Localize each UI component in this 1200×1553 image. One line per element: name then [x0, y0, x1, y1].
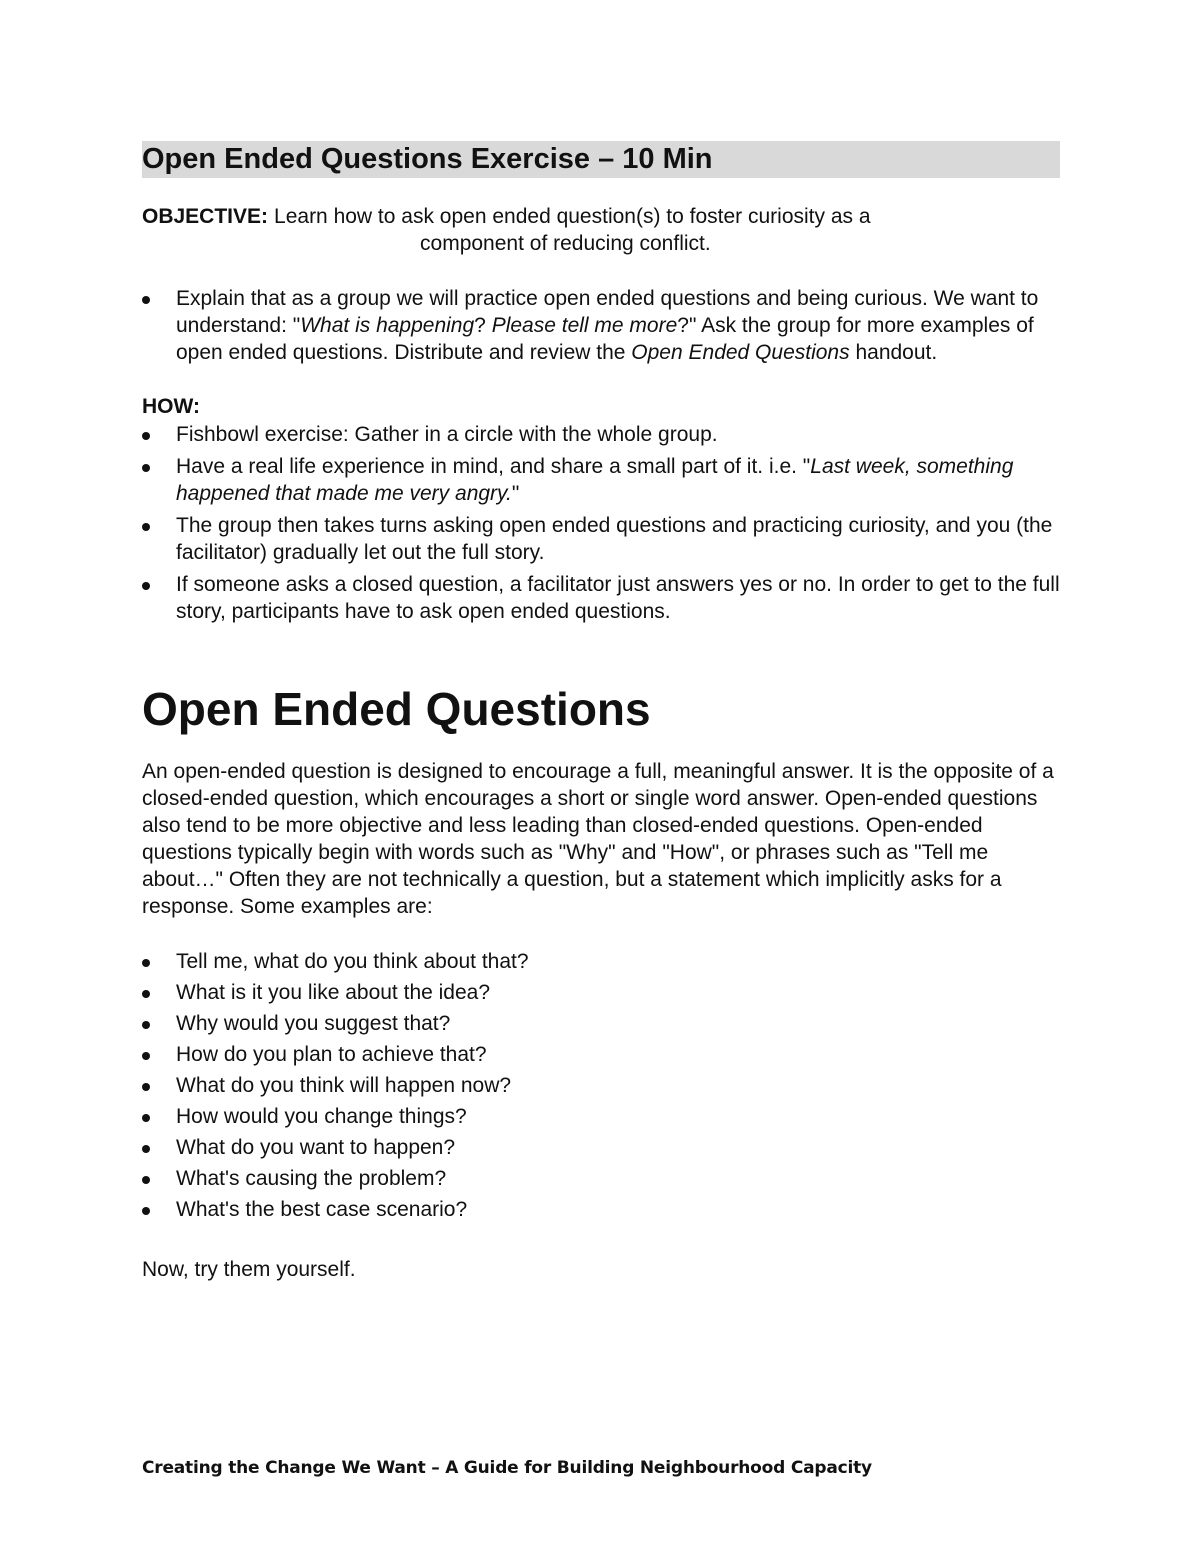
how-item-italic: Last week, something happened that made me very angry.: [176, 455, 1014, 505]
intro-text: Explain that as a group we will practice open ended questions and being curious. We want to understand: ": [176, 287, 1039, 337]
bullet-icon: [142, 1114, 150, 1122]
bullet-icon: [142, 523, 150, 531]
list-item: [142, 1041, 1060, 1068]
how-item-text: ": [511, 482, 520, 505]
list-item: [142, 979, 1060, 1006]
list-item: [142, 421, 1060, 448]
list-item: [142, 1165, 1060, 1192]
list-item: [142, 285, 1060, 366]
bullet-icon: [142, 582, 150, 590]
list-item: [142, 571, 1060, 625]
intro-italic: Please tell me more: [491, 314, 678, 337]
bullet-icon: [142, 1176, 150, 1184]
objective-line-1: Learn how to ask open ended question(s) to foster curiosity as a: [274, 205, 871, 228]
bullet-icon: [142, 959, 150, 967]
bullet-icon: [142, 1207, 150, 1215]
bullet-icon: [142, 1052, 150, 1060]
intro-text: ?" Ask the group for more examples of open ended questions. Distribute and review the: [176, 314, 1034, 364]
list-item: [142, 1196, 1060, 1223]
example-text: What do you want to happen?: [176, 1136, 456, 1159]
how-item-text: Fishbowl exercise: Gather in a circle with the whole group.: [176, 423, 718, 446]
example-text: How would you change things?: [176, 1105, 467, 1128]
list-item: [142, 1010, 1060, 1037]
list-item: [142, 948, 1060, 975]
example-text: What is it you like about the idea?: [176, 981, 491, 1004]
objective: [142, 203, 1060, 257]
how-item-text: Have a real life experience in mind, and share a small part of it. i.e. ": [176, 455, 811, 478]
list-item: [142, 1134, 1060, 1161]
intro-text: handout.: [849, 341, 938, 364]
bullet-icon: [142, 990, 150, 998]
objective-line-2: component of reducing conflict.: [420, 232, 711, 255]
how-list: [142, 421, 1060, 625]
how-item-text: If someone asks a closed question, a facilitator just answers yes or no. In order to get to the full story, participants have to ask open ended questions.: [176, 573, 1060, 623]
bullet-icon: [142, 1083, 150, 1091]
bullet-icon: [142, 464, 150, 472]
document-page: [142, 141, 1060, 1283]
example-text: What do you think will happen now?: [176, 1074, 512, 1097]
main-title: Open Ended Questions: [142, 683, 651, 735]
example-text: How do you plan to achieve that?: [176, 1043, 487, 1066]
examples-list: [142, 948, 1060, 1223]
closing-text: Now, try them yourself.: [142, 1258, 356, 1281]
list-item: [142, 512, 1060, 566]
objective-label: OBJECTIVE:: [142, 205, 269, 228]
intro-text: ?: [474, 314, 492, 337]
how-item-text: The group then takes turns asking open ended questions and practicing curiosity, and you (the facilitator) gradually let out the full story.: [176, 514, 1053, 564]
example-text: What's causing the problem?: [176, 1167, 447, 1190]
example-text: What's the best case scenario?: [176, 1198, 468, 1221]
bullet-icon: [142, 1021, 150, 1029]
example-text: Why would you suggest that?: [176, 1012, 451, 1035]
bullet-icon: [142, 1145, 150, 1153]
intro-italic: What is happening: [300, 314, 475, 337]
example-text: Tell me, what do you think about that?: [176, 950, 529, 973]
objective-text: [274, 203, 1060, 257]
page-footer: Creating the Change We Want – A Guide for Building Neighbourhood Capacity: [142, 1458, 872, 1478]
intro-italic: Open Ended Questions: [631, 341, 850, 364]
description-paragraph: An open-ended question is designed to encourage a full, meaningful answer. It is the opposite of a closed-ended question, which encourages a short or single word answer. Open-ended questions also tend to be more objective and less leading than closed-ended questions. Open-ended questions typically begin with words such as "Why" and "How", or phrases such as "Tell me about…" Often they are not technically a question, but a statement which implicitly asks for a response. Some examples are:: [142, 760, 1054, 918]
list-item: [142, 1103, 1060, 1130]
bullet-icon: [142, 296, 150, 304]
list-item: [142, 453, 1060, 507]
bullet-icon: [142, 432, 150, 440]
list-item: [142, 1072, 1060, 1099]
how-label: HOW:: [142, 395, 200, 418]
intro-list: [142, 285, 1060, 366]
section-heading: Open Ended Questions Exercise – 10 Min: [142, 141, 1060, 178]
